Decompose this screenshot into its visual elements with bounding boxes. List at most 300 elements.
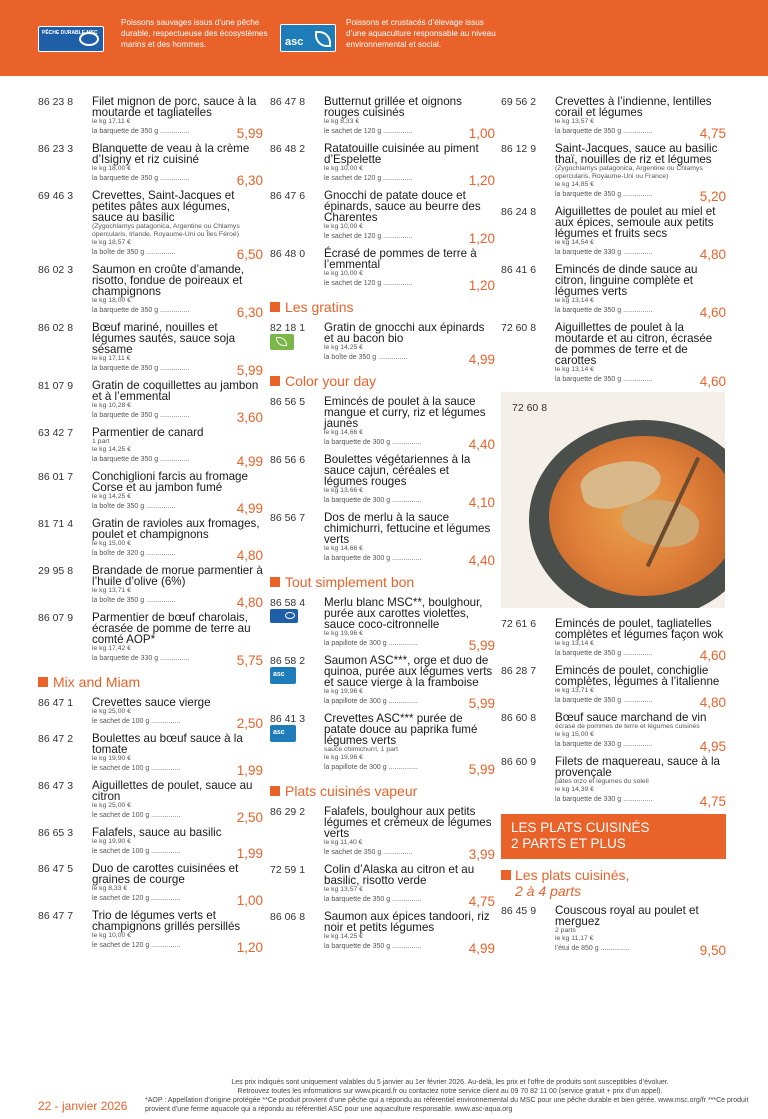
product-code: 86 60 8: [501, 712, 537, 724]
price-per-kg: le kg 8,33 €: [324, 118, 360, 125]
price-line: la papillote de 300 g ............... 5,99: [324, 762, 495, 777]
product-item: [38, 696, 263, 731]
asc-label-icon: asc: [270, 725, 296, 742]
price-per-kg: le kg 15,00 €: [555, 731, 594, 738]
price-per-kg: le kg 13,57 €: [324, 886, 363, 893]
product-item: [38, 611, 263, 668]
product-item: [38, 470, 263, 516]
package-size: la barquette de 330 g: [555, 741, 622, 748]
product-code: 86 47 3: [38, 780, 74, 792]
package-size: le sachet de 120 g: [92, 942, 150, 949]
product-item: [38, 379, 263, 425]
product-code: 86 47 2: [38, 733, 74, 745]
product-price: 5,99: [236, 126, 263, 141]
product-price: 5,20: [699, 189, 726, 204]
product-item: [38, 779, 263, 825]
package-size: la boîte de 350 g: [92, 249, 145, 256]
msc-label-icon: [270, 609, 298, 623]
product-name: Emincés de dinde sauce au citron, linguine complète et légumes verts: [555, 263, 698, 298]
product-code: 81 71 4: [38, 518, 74, 530]
product-name: Gratin de gnocchi aux épinards et au bacon bio: [324, 321, 485, 345]
price-per-kg: le kg 14,66 €: [324, 429, 363, 436]
product-code: 86 48 0: [270, 248, 306, 260]
product-name: Gnocchi de patate douce et épinards, sauce au beurre des Charentes: [324, 189, 481, 224]
price-per-kg: le kg 17,11 €: [92, 118, 131, 125]
product-code: 86 29 2: [270, 806, 306, 818]
product-item: [501, 664, 726, 710]
product-item: [38, 862, 263, 908]
product-name: Boulettes au bœuf sauce à la tomate: [92, 732, 243, 756]
product-name: Falafels, boulghour aux petits légumes et crémeux de légumes verts: [324, 805, 492, 840]
product-item: [38, 517, 263, 563]
product-name: Emincés de poulet, tagliatelles complètes et légumes façon wok: [555, 617, 724, 641]
product-code: 86 47 1: [38, 697, 74, 709]
price-line: le sachet de 100 g ............... 1,99: [92, 846, 263, 861]
package-size: la boîte de 320 g: [92, 550, 145, 557]
product-price: 4,99: [236, 454, 263, 469]
product-price: 6,30: [236, 305, 263, 320]
column-2: [270, 96, 495, 958]
bio-label-icon: [270, 334, 294, 350]
product-code: 86 47 6: [270, 190, 306, 202]
package-size: le sachet de 100 g: [92, 765, 150, 772]
price-per-kg: le kg 10,00 €: [324, 165, 363, 172]
price-per-kg: le kg 19,96 €: [324, 688, 363, 695]
product-item: [38, 564, 263, 610]
price-line: la barquette de 300 g ............... 4,40: [324, 553, 495, 568]
product-price: 4,99: [468, 941, 495, 956]
package-size: la barquette de 350 g: [92, 365, 159, 372]
product-name: Saumon aux épices tandoori, riz noir et petits légumes: [324, 910, 490, 934]
package-size: la barquette de 350 g: [92, 456, 159, 463]
product-code: 86 02 8: [38, 322, 74, 334]
product-price: 6,30: [236, 173, 263, 188]
product-price: 5,75: [236, 653, 263, 668]
product-price: 1,00: [468, 126, 495, 141]
package-size: la barquette de 330 g: [92, 655, 159, 662]
product-price: 4,60: [699, 374, 726, 389]
product-item: [38, 826, 263, 861]
package-size: la boîte de 350 g: [92, 597, 145, 604]
price-per-kg: le kg 10,00 €: [92, 932, 131, 939]
product-code: 86 47 5: [38, 863, 74, 875]
product-name: Couscous royal au poulet et merguez: [555, 904, 699, 928]
product-code: 72 61 6: [501, 618, 537, 630]
price-per-kg: le kg 25,00 €: [92, 802, 131, 809]
package-size: la boîte de 350 g: [324, 354, 377, 361]
price-line: la barquette de 330 g ............... 4,75: [555, 794, 726, 809]
product-item: [501, 321, 726, 389]
product-item: [270, 321, 495, 367]
price-line: la papillote de 300 g ............... 5,99: [324, 696, 495, 711]
price-line: la boîte de 350 g ............... 4,99: [324, 352, 495, 367]
product-code: 81 07 9: [38, 380, 74, 392]
product-item: [501, 95, 726, 141]
asc-label-icon: asc: [270, 667, 296, 684]
price-line: la barquette de 350 g ............... 3,60: [92, 410, 263, 425]
product-price: 4,99: [236, 501, 263, 516]
product-item: [270, 511, 495, 568]
product-name: Aiguillettes de poulet à la moutarde et au citron, écrasée de pommes de terre et de carottes: [555, 321, 713, 367]
price-per-kg: le kg 14,25 €: [92, 446, 131, 453]
price-line: l’étui de 850 g ............... 9,50: [555, 943, 726, 958]
product-code: 86 58 2: [270, 655, 306, 667]
asc-logo-icon: asc: [280, 24, 336, 52]
product-item: [501, 142, 726, 204]
product-price: 4,95: [699, 739, 726, 754]
price-per-kg: le kg 11,17 €: [555, 935, 594, 942]
product-code: 86 23 3: [38, 143, 74, 155]
section-title-mix: Mix and Miam: [38, 674, 263, 690]
product-code: 69 46 3: [38, 190, 74, 202]
product-code: 29 95 8: [38, 565, 74, 577]
package-size: la barquette de 350 g: [555, 128, 622, 135]
package-size: la barquette de 300 g: [324, 497, 391, 504]
price-line: le sachet de 350 g ............... 3,99: [324, 847, 495, 862]
product-code: 86 23 8: [38, 96, 74, 108]
price-per-kg: le kg 19,96 €: [324, 754, 363, 761]
product-price: 2,50: [236, 810, 263, 825]
price-line: le sachet de 100 g ............... 2,50: [92, 810, 263, 825]
price-per-kg: le kg 19,96 €: [324, 630, 363, 637]
product-item: [270, 805, 495, 862]
product-price: 4,80: [699, 247, 726, 262]
price-line: la barquette de 330 g ............... 5,75: [92, 653, 263, 668]
price-line: la barquette de 350 g ............... 4,60: [555, 648, 726, 663]
product-code: 86 58 4: [270, 597, 306, 609]
price-line: la barquette de 350 g ............... 4,80: [555, 695, 726, 710]
price-per-kg: le kg 25,00 €: [92, 708, 131, 715]
price-line: le sachet de 120 g ............... 1,20: [324, 231, 495, 246]
product-item: [38, 189, 263, 262]
product-name: Bœuf sauce marchand de vin: [555, 711, 707, 724]
price-line: le sachet de 120 g ............... 1,00: [324, 126, 495, 141]
product-name: Duo de carottes cuisinées et graines de courge: [92, 862, 239, 886]
price-per-kg: le kg 14,54 €: [555, 239, 594, 246]
price-line: la barquette de 300 g ............... 4,40: [324, 437, 495, 452]
price-per-kg: le kg 17,11 €: [92, 355, 131, 362]
product-price: 1,20: [468, 278, 495, 293]
product-price: 5,99: [236, 363, 263, 378]
package-size: la barquette de 350 g: [92, 412, 159, 419]
package-size: la barquette de 350 g: [555, 307, 622, 314]
price-per-kg: le kg 13,57 €: [555, 118, 594, 125]
product-item: [501, 263, 726, 320]
section-title-color: Color your day: [270, 373, 495, 389]
product-name: Conchiglioni farcis au fromage Corse et au jambon fumé: [92, 470, 248, 494]
product-price: 4,75: [468, 894, 495, 909]
product-item: [270, 910, 495, 956]
section-title-gratins: Les gratins: [270, 299, 495, 315]
product-code: 86 56 7: [270, 512, 306, 524]
product-item: [38, 909, 263, 955]
product-detail: pâtes orzo et légumes du soleil: [555, 778, 649, 785]
price-per-kg: le kg 10,28 €: [92, 402, 131, 409]
price-per-kg: le kg 14,85 €: [555, 181, 594, 188]
product-item: [270, 395, 495, 452]
product-code: 86 41 6: [501, 264, 537, 276]
product-name: Dos de merlu à la sauce chimichurri, fettucine et légumes verts: [324, 511, 491, 546]
product-code: 86 07 9: [38, 612, 74, 624]
price-line: le sachet de 100 g ............... 2,50: [92, 716, 263, 731]
price-per-kg: le kg 10,00 €: [324, 270, 363, 277]
product-price: 9,50: [699, 943, 726, 958]
product-price: 4,60: [699, 305, 726, 320]
product-item: [38, 95, 263, 141]
price-per-kg: le kg 18,00 €: [92, 297, 131, 304]
product-code: 86 24 8: [501, 206, 537, 218]
product-code: 86 01 7: [38, 471, 74, 483]
package-size: la barquette de 330 g: [555, 249, 622, 256]
price-line: la barquette de 350 g ............... 5,99: [92, 363, 263, 378]
section-title-simple: Tout simplement bon: [270, 574, 495, 590]
product-item: [270, 654, 495, 711]
product-code: 69 56 2: [501, 96, 537, 108]
price-line: la barquette de 330 g ............... 4,80: [555, 247, 726, 262]
product-item: [38, 426, 263, 469]
product-code: 86 56 5: [270, 396, 306, 408]
product-name: Parmentier de canard: [92, 426, 204, 439]
product-price: 5,99: [468, 638, 495, 653]
product-item: [270, 712, 495, 777]
product-item: [270, 453, 495, 510]
product-name: Saumon en croûte d’amande, risotto, fondue de poireaux et champignons: [92, 263, 245, 298]
package-size: la barquette de 350 g: [555, 376, 622, 383]
product-detail: 1 part: [92, 438, 110, 445]
product-price: 1,99: [236, 846, 263, 861]
product-item: [38, 263, 263, 320]
package-size: le sachet de 100 g: [92, 848, 150, 855]
product-code: 86 28 7: [501, 665, 537, 677]
product-item: [501, 904, 726, 958]
product-price: 1,20: [468, 173, 495, 188]
product-price: 3,99: [468, 847, 495, 862]
product-price: 6,50: [236, 247, 263, 262]
price-line: la barquette de 300 g ............... 4,10: [324, 495, 495, 510]
price-line: la boîte de 350 g ............... 4,99: [92, 501, 263, 516]
product-name: Trio de légumes verts et champignons grillés persillés: [92, 909, 241, 933]
price-per-kg: le kg 14,25 €: [324, 344, 363, 351]
price-per-kg: le kg 13,66 €: [324, 487, 363, 494]
price-per-kg: le kg 14,25 €: [324, 933, 363, 940]
product-name: Colin d’Alaska au citron et au basilic, risotto verde: [324, 863, 475, 887]
product-name: Aiguillettes de poulet, sauce au citron: [92, 779, 253, 803]
product-name: Crevettes, Saint-Jacques et petites pâtes aux légumes, sauce au basilic: [92, 189, 235, 224]
product-price: 1,20: [236, 940, 263, 955]
package-size: la barquette de 350 g: [555, 697, 622, 704]
price-line: la barquette de 350 g ............... 6,30: [92, 173, 263, 188]
product-code: 86 48 2: [270, 143, 306, 155]
package-size: la boîte de 350 g: [92, 503, 145, 510]
package-size: le sachet de 120 g: [324, 175, 382, 182]
price-line: la barquette de 350 g ............... 4,75: [324, 894, 495, 909]
price-per-kg: le kg 19,90 €: [92, 755, 131, 762]
package-size: la barquette de 300 g: [324, 555, 391, 562]
product-name: Emincés de poulet, conchiglie complètes, légumes à l’italienne: [555, 664, 720, 688]
price-per-kg: le kg 19,90 €: [92, 838, 131, 845]
package-size: la barquette de 300 g: [324, 439, 391, 446]
product-code: 86 06 8: [270, 911, 306, 923]
package-size: l’étui de 850 g: [555, 945, 599, 952]
product-code: 86 12 9: [501, 143, 537, 155]
product-code: 86 45 9: [501, 905, 537, 917]
price-per-kg: le kg 13,14 €: [555, 366, 594, 373]
package-size: le sachet de 120 g: [92, 895, 150, 902]
package-size: la barquette de 350 g: [92, 307, 159, 314]
price-line: la barquette de 350 g ............... 4,99: [324, 941, 495, 956]
price-line: le sachet de 120 g ............... 1,20: [324, 278, 495, 293]
price-line: la barquette de 350 g ............... 4,99: [92, 454, 263, 469]
price-per-kg: le kg 14,25 €: [92, 493, 131, 500]
photo-code: 72 60 8: [512, 402, 548, 414]
product-price: 4,80: [699, 695, 726, 710]
footer-note: Les prix indiqués sont uniquement valables du 5 janvier au 1er février 2026. Au-delà, les prix et l’offre de produits sont susceptibles d’évoluer. Retrouvez toutes les informations sur www.picard.fr ou contactez notre service client au 09 70 82 11 00 (service gratuit + prix d’un appel).: [231, 1079, 669, 1095]
price-per-kg: le kg 8,33 €: [92, 885, 128, 892]
product-name: Boulettes végétariennes à la sauce cajun, céréales et légumes rouges: [324, 453, 471, 488]
product-name: Falafels, sauce au basilic: [92, 826, 222, 839]
product-name: Saumon ASC***, orge et duo de quinoa, purée aux légumes verts et sauce vierge à la framboise: [324, 654, 493, 689]
product-price: 4,80: [236, 548, 263, 563]
product-name: Filet mignon de porc, sauce à la moutarde et tagliatelles: [92, 95, 257, 119]
product-code: 86 56 6: [270, 454, 306, 466]
price-per-kg: le kg 10,00 €: [324, 223, 363, 230]
price-per-kg: le kg 13,14 €: [555, 297, 594, 304]
product-item: [501, 711, 726, 754]
asc-description: Poissons et crustacés d’élevage issus d’une aquaculture responsable au niveau environnemental et social.: [346, 18, 496, 49]
page-number: 22 - janvier 2026: [38, 1099, 128, 1113]
package-size: la barquette de 350 g: [555, 650, 622, 657]
product-price: 4,80: [236, 595, 263, 610]
price-per-kg: le kg 13,14 €: [555, 640, 594, 647]
column-3: [501, 96, 726, 960]
product-price: 5,99: [468, 696, 495, 711]
product-name: Aiguillettes de poulet au miel et aux épices, semoule aux petits légumes et fruits secs: [555, 205, 716, 240]
price-line: le sachet de 100 g ............... 1,99: [92, 763, 263, 778]
product-item: [501, 755, 726, 809]
package-size: le sachet de 100 g: [92, 812, 150, 819]
footer-legal: *AOP : Appellation d’origine protégée **Ce produit provient d’une pêche qui a répondu au référentiel environnemental du MSC pour une pêche durable et bien gérée. www.msc.org/fr ***Ce produit provient d’une ferme aquacole qui a répondu au référentiel ASC pour une aquaculture responsable. www.asc-aqua.org: [145, 1097, 749, 1113]
product-price: 3,60: [236, 410, 263, 425]
product-detail: (Zygochlamys patagonica, Argentine ou Chlamys opercularis, Royaume-Uni ou France): [555, 165, 703, 180]
product-price: 1,99: [236, 763, 263, 778]
price-line: la boîte de 320 g ............... 4,80: [92, 548, 263, 563]
product-item: [270, 596, 495, 653]
product-name: Crevettes à l’indienne, lentilles corail et légumes: [555, 95, 712, 119]
price-per-kg: le kg 14,39 €: [555, 786, 594, 793]
product-detail: sauce chimichurri, 1 part: [324, 746, 399, 753]
price-line: la boîte de 350 g ............... 6,50: [92, 247, 263, 262]
product-item: [38, 142, 263, 188]
product-name: Ratatouille cuisinée au piment d’Espelette: [324, 142, 479, 166]
price-line: la barquette de 350 g ............... 5,20: [555, 189, 726, 204]
product-price: 4,75: [699, 126, 726, 141]
price-per-kg: le kg 13,71 €: [92, 587, 131, 594]
section-title-vapeur: Plats cuisinés vapeur: [270, 783, 495, 799]
product-code: 86 60 9: [501, 756, 537, 768]
price-line: le sachet de 120 g ............... 1,20: [92, 940, 263, 955]
product-name: Saint-Jacques, sauce au basilic thaï, nouilles de riz et légumes: [555, 142, 718, 166]
product-code: 82 18 1: [270, 322, 306, 334]
product-name: Bœuf mariné, nouilles et légumes sautés, sauce soja sésame: [92, 321, 236, 356]
package-size: le sachet de 120 g: [324, 233, 382, 240]
price-line: la barquette de 350 g ............... 5,99: [92, 126, 263, 141]
banner-plats-cuisines: LES PLATS CUISINÉS 2 PARTS ET PLUS: [501, 814, 726, 859]
product-price: 4,40: [468, 553, 495, 568]
price-line: la barquette de 330 g ............... 4,95: [555, 739, 726, 754]
msc-description: Poissons sauvages issus d’une pêche durable, respectueuse des écosystèmes marins et des hommes.: [121, 18, 268, 49]
product-code: 86 65 3: [38, 827, 74, 839]
price-per-kg: le kg 18,00 €: [92, 165, 131, 172]
product-detail: 2 parts: [555, 927, 576, 934]
price-line: le sachet de 120 g ............... 1,20: [324, 173, 495, 188]
product-code: 86 41 3: [270, 713, 306, 725]
price-per-kg: le kg 17,42 €: [92, 645, 131, 652]
package-size: la barquette de 350 g: [324, 943, 391, 950]
product-price: 4,60: [699, 648, 726, 663]
price-per-kg: le kg 13,71 €: [555, 687, 594, 694]
package-size: le sachet de 350 g: [324, 849, 382, 856]
product-detail: (Zygochlamys patagonica, Argentine ou Chlamys opercularis, Irlande, Royaume-Uni ou Îles Féroé): [92, 223, 240, 238]
product-code: 86 47 8: [270, 96, 306, 108]
price-line: le sachet de 120 g ............... 1,00: [92, 893, 263, 908]
product-item: [38, 732, 263, 778]
product-item: [270, 142, 495, 188]
top-banner: [0, 0, 768, 76]
package-size: la barquette de 350 g: [92, 175, 159, 182]
package-size: le sachet de 120 g: [324, 128, 382, 135]
price-line: la barquette de 350 g ............... 4,75: [555, 126, 726, 141]
product-photo: [501, 392, 725, 608]
product-name: Gratin de ravioles aux fromages, poulet et champignons: [92, 517, 260, 541]
column-1: [38, 96, 263, 957]
product-item: [270, 95, 495, 141]
package-size: la papillote de 300 g: [324, 764, 387, 771]
price-per-kg: le kg 14,66 €: [324, 545, 363, 552]
price-line: la barquette de 350 g ............... 4,60: [555, 374, 726, 389]
product-price: 4,10: [468, 495, 495, 510]
product-detail: écrasé de pommes de terre et légumes cuisinés: [555, 723, 700, 730]
product-name: Crevettes ASC*** purée de patate douce au paprika fumé légumes verts: [324, 712, 478, 747]
product-code: 63 42 7: [38, 427, 74, 439]
product-price: 5,99: [468, 762, 495, 777]
price-per-kg: le kg 18,57 €: [92, 239, 131, 246]
package-size: le sachet de 120 g: [324, 280, 382, 287]
product-price: 1,20: [468, 231, 495, 246]
product-name: Brandade de morue parmentier à l’huile d’olive (6%): [92, 564, 263, 588]
package-size: le sachet de 100 g: [92, 718, 150, 725]
package-size: la papillote de 300 g: [324, 698, 387, 705]
product-name: Blanquette de veau à la crème d’Isigny et riz cuisiné: [92, 142, 250, 166]
msc-logo-icon: PÊCHE DURABLE MSC: [38, 26, 104, 52]
price-per-kg: le kg 15,00 €: [92, 540, 131, 547]
price-line: la papillote de 300 g ............... 5,99: [324, 638, 495, 653]
product-item: [270, 189, 495, 246]
package-size: la barquette de 350 g: [324, 896, 391, 903]
package-size: la barquette de 350 g: [555, 191, 622, 198]
package-size: la barquette de 350 g: [92, 128, 159, 135]
product-name: Emincés de poulet à la sauce mangue et curry, riz et légumes jaunes: [324, 395, 486, 430]
product-code: 86 02 3: [38, 264, 74, 276]
product-code: 86 47 7: [38, 910, 74, 922]
product-item: [270, 247, 495, 293]
product-item: [38, 321, 263, 378]
product-name: Parmentier de bœuf charolais, écrasée de pomme de terre au comté AOP*: [92, 611, 251, 646]
product-code: 72 59 1: [270, 864, 306, 876]
price-line: la barquette de 350 g ............... 6,30: [92, 305, 263, 320]
product-item: [501, 205, 726, 262]
product-price: 2,50: [236, 716, 263, 731]
product-name: Filets de maquereau, sauce à la provençale: [555, 755, 720, 779]
